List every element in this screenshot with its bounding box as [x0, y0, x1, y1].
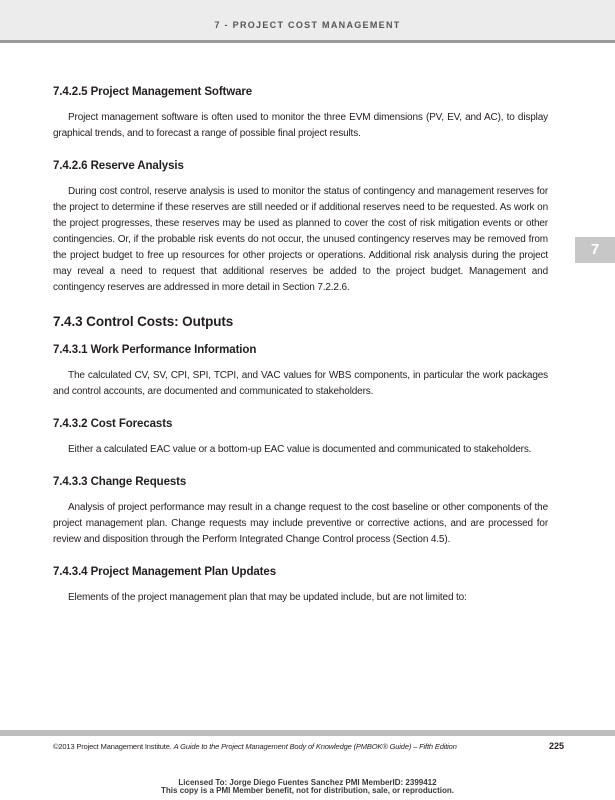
section-heading-7-4-3-2: 7.4.3.2 Cost Forecasts: [53, 418, 173, 430]
section-body-7-4-3-3: Analysis of project performance may result in a change request to the cost baseline or other components of the project management plan. Change requests may include preventive or corrective actions, and are processed for review and disposition through the Perform Integrated Change Control process (Section 4.5).: [53, 502, 548, 545]
section-heading-7-4-3-1: 7.4.3.1 Work Performance Information: [53, 344, 257, 356]
section-heading-7-4-3-4: 7.4.3.4 Project Management Plan Updates: [53, 566, 276, 578]
footer-citation: [53, 742, 483, 751]
section-heading-7-4-2-5: 7.4.2.5 Project Management Software: [53, 86, 253, 98]
page-content: [53, 86, 548, 624]
section-body-7-4-3-1: The calculated CV, SV, CPI, SPI, TCPI, and VAC values for WBS components, in particular the work packages and control accounts, are documented and communicated to stakeholders.: [53, 370, 548, 397]
section-heading-7-4-3-3: 7.4.3.3 Change Requests: [53, 476, 187, 488]
section-body-7-4-3-4: Elements of the project management plan that may be updated include, but are not limited to:: [68, 592, 467, 603]
page-number: 225: [548, 741, 564, 751]
section-body-7-4-2-6: During cost control, reserve analysis is used to monitor the status of contingency and management reserves for the project to determine if these reserves are still needed or if additional reserves need to be requested. As work on the project progresses, these reserves may be used as planned to cover the cost of risk mitigation events or other contingencies. Or, if the probable risk events do not occur, the unused contingency reserves may be removed from the project budget to free up resources for other projects or operations. Additional risk analysis during the project may reveal a need to request that additional reserves be added to the project budget. Management and contingency reserves are addressed in more detail in Section 7.2.2.6.: [53, 186, 548, 293]
section-heading-7-4-2-6: 7.4.2.6 Reserve Analysis: [53, 160, 184, 172]
footer-copyright: ©2013 Project Management Institute.: [53, 742, 172, 751]
section-heading-7-4-3: 7.4.3 Control Costs: Outputs: [53, 314, 234, 329]
license-line-2: This copy is a PMI Member benefit, not for distribution, sale, or reproduction.: [161, 786, 454, 795]
section-body-7-4-2-5: Project management software is often used to monitor the three EVM dimensions (PV, EV, and AC), to display graphical trends, and to forecast a range of possible final project results.: [53, 112, 548, 139]
section-body-7-4-3-2: Either a calculated EAC value or a bottom-up EAC value is documented and communicated to stakeholders.: [68, 444, 532, 455]
running-header-title: 7 - PROJECT COST MANAGEMENT: [214, 20, 401, 30]
running-header-bar: [0, 0, 615, 43]
chapter-tab: 7: [575, 237, 615, 263]
license-notice: [0, 779, 615, 795]
license-line-1: Licensed To: Jorge Diego Fuentes Sanchez PMI MemberID: 2399412: [178, 778, 437, 787]
footer-book-title: A Guide to the Project Management Body of Knowledge (PMBOK® Guide) – Fifth Edition: [173, 742, 457, 751]
footer-rule: [0, 730, 615, 736]
